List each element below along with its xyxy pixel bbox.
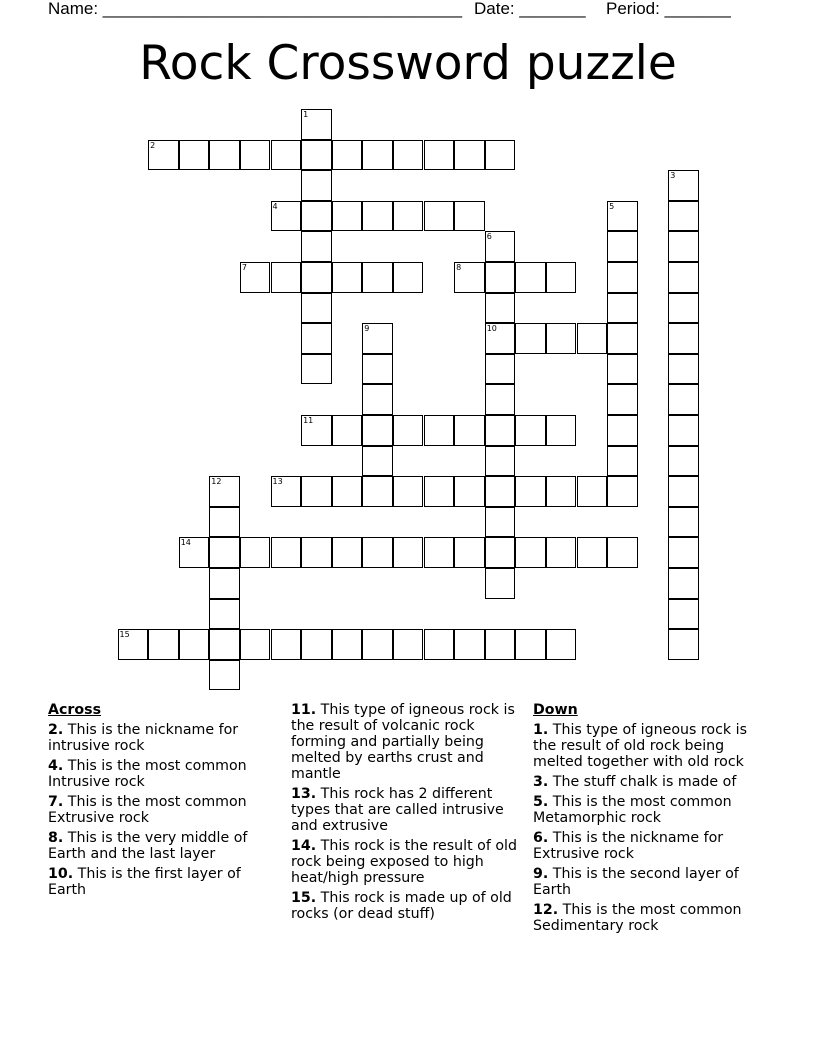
crossword-cell[interactable]: [301, 170, 332, 201]
crossword-cell[interactable]: [668, 629, 699, 660]
clue-number-label: 5: [609, 201, 615, 211]
crossword-cell[interactable]: [546, 629, 577, 660]
crossword-cell[interactable]: [668, 507, 699, 538]
clue-number-label: 3: [670, 171, 676, 181]
crossword-cell[interactable]: [362, 446, 393, 477]
clue-text: This is the very middle of Earth and the last layer: [48, 830, 248, 862]
crossword-cell[interactable]: [424, 629, 455, 660]
clue-text: This is the most common Extrusive rock: [48, 794, 247, 826]
crossword-cell[interactable]: [577, 476, 608, 507]
clue-text: This rock is made up of old rocks (or dead stuff): [291, 890, 512, 922]
crossword-cell[interactable]: [209, 507, 240, 538]
crossword-cell[interactable]: [424, 201, 455, 232]
crossword-cell[interactable]: [668, 201, 699, 232]
clue-text: The stuff chalk is made of: [552, 774, 737, 790]
crossword-cell[interactable]: [301, 201, 332, 232]
crossword-cell[interactable]: [515, 415, 546, 446]
crossword-cell[interactable]: [607, 446, 638, 477]
clue-item: [533, 722, 765, 770]
crossword-cell[interactable]: [607, 262, 638, 293]
crossword-cell[interactable]: [485, 231, 516, 262]
crossword-cell[interactable]: [301, 293, 332, 324]
clue-number: 4.: [48, 758, 64, 774]
crossword-cell[interactable]: [301, 537, 332, 568]
crossword-cell[interactable]: [515, 262, 546, 293]
crossword-cell[interactable]: [577, 323, 608, 354]
down-heading: Down: [533, 702, 578, 718]
crossword-cell[interactable]: [148, 629, 179, 660]
crossword-cell[interactable]: [607, 201, 638, 232]
crossword-cell[interactable]: [668, 354, 699, 385]
across-clues-continued-column: [291, 702, 523, 926]
crossword-cell[interactable]: [485, 354, 516, 385]
crossword-cell[interactable]: [271, 140, 302, 171]
crossword-cell[interactable]: [668, 446, 699, 477]
clue-item: [291, 890, 523, 922]
crossword-cell[interactable]: [485, 537, 516, 568]
clue-text: This type of igneous rock is the result of volcanic rock forming and partially being melted by earths crust and mantle: [291, 702, 515, 782]
crossword-cell[interactable]: [485, 629, 516, 660]
across-clue-list: [48, 722, 270, 898]
crossword-cell[interactable]: [362, 262, 393, 293]
crossword-cell[interactable]: [607, 293, 638, 324]
crossword-cell[interactable]: [271, 537, 302, 568]
clue-item: [48, 722, 270, 754]
crossword-cell[interactable]: [546, 323, 577, 354]
crossword-cell[interactable]: [607, 323, 638, 354]
crossword-cell[interactable]: [668, 599, 699, 630]
crossword-cell[interactable]: [515, 323, 546, 354]
crossword-cell[interactable]: [332, 140, 363, 171]
across-clues-column: [48, 702, 270, 902]
crossword-cell[interactable]: [332, 476, 363, 507]
crossword-cell[interactable]: [301, 476, 332, 507]
clue-number: 13.: [291, 786, 317, 802]
crossword-cell[interactable]: [301, 629, 332, 660]
crossword-cell[interactable]: [607, 231, 638, 262]
crossword-cell[interactable]: [515, 476, 546, 507]
clue-number: 9.: [533, 866, 549, 882]
crossword-cell[interactable]: [515, 537, 546, 568]
crossword-cell[interactable]: [362, 140, 393, 171]
crossword-cell[interactable]: [607, 415, 638, 446]
crossword-cell[interactable]: [301, 231, 332, 262]
clue-text: This is the nickname for intrusive rock: [48, 722, 239, 754]
clue-text: This is the second layer of Earth: [533, 866, 739, 898]
clue-number-label: 15: [119, 630, 130, 640]
crossword-cell[interactable]: [362, 537, 393, 568]
crossword-cell[interactable]: [485, 293, 516, 324]
crossword-cell[interactable]: [515, 629, 546, 660]
clue-item: [48, 830, 270, 862]
crossword-cell[interactable]: [209, 476, 240, 507]
clue-number: 7.: [48, 794, 64, 810]
clue-number: 11.: [291, 702, 317, 718]
across-heading: Across: [48, 702, 102, 718]
crossword-cell[interactable]: [271, 629, 302, 660]
crossword-cell[interactable]: [332, 201, 363, 232]
date-field-label[interactable]: Date: _______: [474, 0, 586, 18]
crossword-cell[interactable]: [607, 476, 638, 507]
crossword-cell[interactable]: [668, 293, 699, 324]
crossword-cell[interactable]: [332, 537, 363, 568]
crossword-cell[interactable]: [668, 231, 699, 262]
crossword-cell[interactable]: [607, 384, 638, 415]
crossword-cell[interactable]: [148, 140, 179, 171]
clue-number-label: 4: [272, 201, 278, 211]
clue-number: 8.: [48, 830, 64, 846]
clue-text: This is the most common Metamorphic rock: [533, 794, 732, 826]
clue-item: [48, 758, 270, 790]
crossword-cell[interactable]: [424, 415, 455, 446]
crossword-cell[interactable]: [240, 140, 271, 171]
crossword-cell[interactable]: [454, 629, 485, 660]
crossword-cell[interactable]: [209, 660, 240, 691]
crossword-cell[interactable]: [332, 629, 363, 660]
clue-number: 3.: [533, 774, 549, 790]
crossword-cell[interactable]: [607, 537, 638, 568]
down-clue-list: [533, 722, 765, 934]
crossword-cell[interactable]: [209, 629, 240, 660]
crossword-cell[interactable]: [301, 354, 332, 385]
clue-number-label: 10: [486, 324, 497, 334]
crossword-cell[interactable]: [393, 537, 424, 568]
crossword-cell[interactable]: [240, 537, 271, 568]
crossword-cell[interactable]: [362, 354, 393, 385]
crossword-cell[interactable]: [301, 262, 332, 293]
crossword-cell[interactable]: [301, 109, 332, 140]
clue-number: 14.: [291, 838, 317, 854]
clue-item: [533, 830, 765, 862]
clue-number-label: 8: [456, 263, 462, 272]
crossword-cell[interactable]: [209, 568, 240, 599]
clue-number-label: 11: [303, 416, 314, 425]
crossword-cell[interactable]: [362, 384, 393, 415]
crossword-cell[interactable]: [271, 201, 302, 232]
crossword-cell[interactable]: [668, 170, 699, 201]
crossword-cell[interactable]: [485, 446, 516, 477]
crossword-cell[interactable]: [668, 537, 699, 568]
clue-number: 10.: [48, 866, 74, 882]
crossword-cell[interactable]: [424, 140, 455, 171]
crossword-cell[interactable]: [209, 599, 240, 630]
clue-number: 2.: [48, 722, 64, 738]
crossword-cell[interactable]: [362, 415, 393, 446]
clue-text: This is the first layer of Earth: [48, 866, 241, 898]
clue-number-label: 6: [486, 232, 492, 242]
crossword-cell[interactable]: [209, 140, 240, 171]
clue-number: 15.: [291, 890, 317, 906]
crossword-cell[interactable]: [607, 354, 638, 385]
clue-text: This is the nickname for Extrusive rock: [533, 830, 724, 862]
crossword-cell[interactable]: [393, 201, 424, 232]
clue-number: 1.: [533, 722, 549, 738]
worksheet-header: [48, 0, 788, 22]
crossword-cell[interactable]: [271, 262, 302, 293]
crossword-cell[interactable]: [179, 537, 210, 568]
clue-number-label: 14: [180, 538, 191, 548]
crossword-cell[interactable]: [271, 476, 302, 507]
crossword-cell[interactable]: [485, 384, 516, 415]
crossword-cell[interactable]: [362, 629, 393, 660]
clue-number: 5.: [533, 794, 549, 810]
crossword-cell[interactable]: [332, 262, 363, 293]
crossword-cell[interactable]: [393, 262, 424, 293]
clue-item: [291, 786, 523, 834]
clue-text: This is the most common Intrusive rock: [48, 758, 247, 790]
clue-number: 6.: [533, 830, 549, 846]
down-clues-column: [533, 702, 765, 938]
across-clue-list-continued: [291, 702, 523, 922]
crossword-cell[interactable]: [424, 537, 455, 568]
crossword-cell[interactable]: [179, 629, 210, 660]
crossword-cell[interactable]: [393, 140, 424, 171]
crossword-cell[interactable]: [454, 476, 485, 507]
crossword-cell[interactable]: [301, 415, 332, 446]
clue-item: [48, 794, 270, 826]
page-title: Rock Crossword puzzle: [139, 36, 677, 91]
clue-item: [533, 902, 765, 934]
clue-item: [291, 838, 523, 886]
crossword-cell[interactable]: [454, 415, 485, 446]
crossword-cell[interactable]: [668, 568, 699, 599]
name-field-label[interactable]: Name: ______________________________________: [48, 0, 463, 18]
clue-number-label: 12: [211, 477, 222, 487]
crossword-cell[interactable]: [393, 476, 424, 507]
crossword-cell[interactable]: [454, 537, 485, 568]
crossword-cell[interactable]: [301, 140, 332, 171]
crossword-cell[interactable]: [577, 537, 608, 568]
clue-text: This rock is the result of old rock being exposed to high heat/high pressure: [291, 838, 517, 886]
crossword-cell[interactable]: [362, 323, 393, 354]
crossword-cell[interactable]: [485, 415, 516, 446]
crossword-cell[interactable]: [485, 568, 516, 599]
crossword-cell[interactable]: [393, 415, 424, 446]
crossword-cell[interactable]: [454, 262, 485, 293]
crossword-cell[interactable]: [454, 140, 485, 171]
crossword-cell[interactable]: [485, 262, 516, 293]
crossword-cell[interactable]: [546, 415, 577, 446]
clue-number-label: 13: [272, 477, 283, 487]
crossword-cell[interactable]: [546, 537, 577, 568]
crossword-cell[interactable]: [362, 476, 393, 507]
clue-item: [533, 774, 765, 790]
clue-number-label: 7: [241, 263, 247, 272]
crossword-cell[interactable]: [485, 476, 516, 507]
crossword-cell[interactable]: [393, 629, 424, 660]
clue-item: [533, 866, 765, 898]
crossword-cell[interactable]: [362, 201, 393, 232]
clue-number: 12.: [533, 902, 559, 918]
crossword-cell[interactable]: [179, 140, 210, 171]
crossword-cell[interactable]: [209, 537, 240, 568]
clue-number-label: 2: [150, 140, 156, 150]
crossword-cell[interactable]: [668, 415, 699, 446]
crossword-cell[interactable]: [454, 201, 485, 232]
crossword-cell[interactable]: [668, 384, 699, 415]
clue-item: [291, 702, 523, 782]
crossword-cell[interactable]: [668, 476, 699, 507]
crossword-cell[interactable]: [301, 323, 332, 354]
crossword-cell[interactable]: [332, 415, 363, 446]
clue-text: This type of igneous rock is the result of old rock being melted together with old rock: [533, 722, 747, 770]
crossword-cell[interactable]: [485, 507, 516, 538]
clue-item: [48, 866, 270, 898]
crossword-cell[interactable]: [546, 476, 577, 507]
crossword-cell[interactable]: [668, 262, 699, 293]
crossword-cell[interactable]: [424, 476, 455, 507]
crossword-cell[interactable]: [118, 629, 149, 660]
clue-item: [533, 794, 765, 826]
crossword-cell[interactable]: [240, 629, 271, 660]
clue-text: This rock has 2 different types that are called intrusive and extrusive: [291, 786, 504, 834]
period-field-label[interactable]: Period: _______: [606, 0, 731, 18]
clue-text: This is the most common Sedimentary rock: [533, 902, 742, 934]
clue-number-label: 9: [364, 324, 370, 334]
crossword-cell[interactable]: [485, 323, 516, 354]
clue-number-label: 1: [303, 110, 309, 119]
crossword-cell[interactable]: [485, 140, 516, 171]
crossword-cell[interactable]: [668, 323, 699, 354]
crossword-cell[interactable]: [546, 262, 577, 293]
crossword-cell[interactable]: [240, 262, 271, 293]
